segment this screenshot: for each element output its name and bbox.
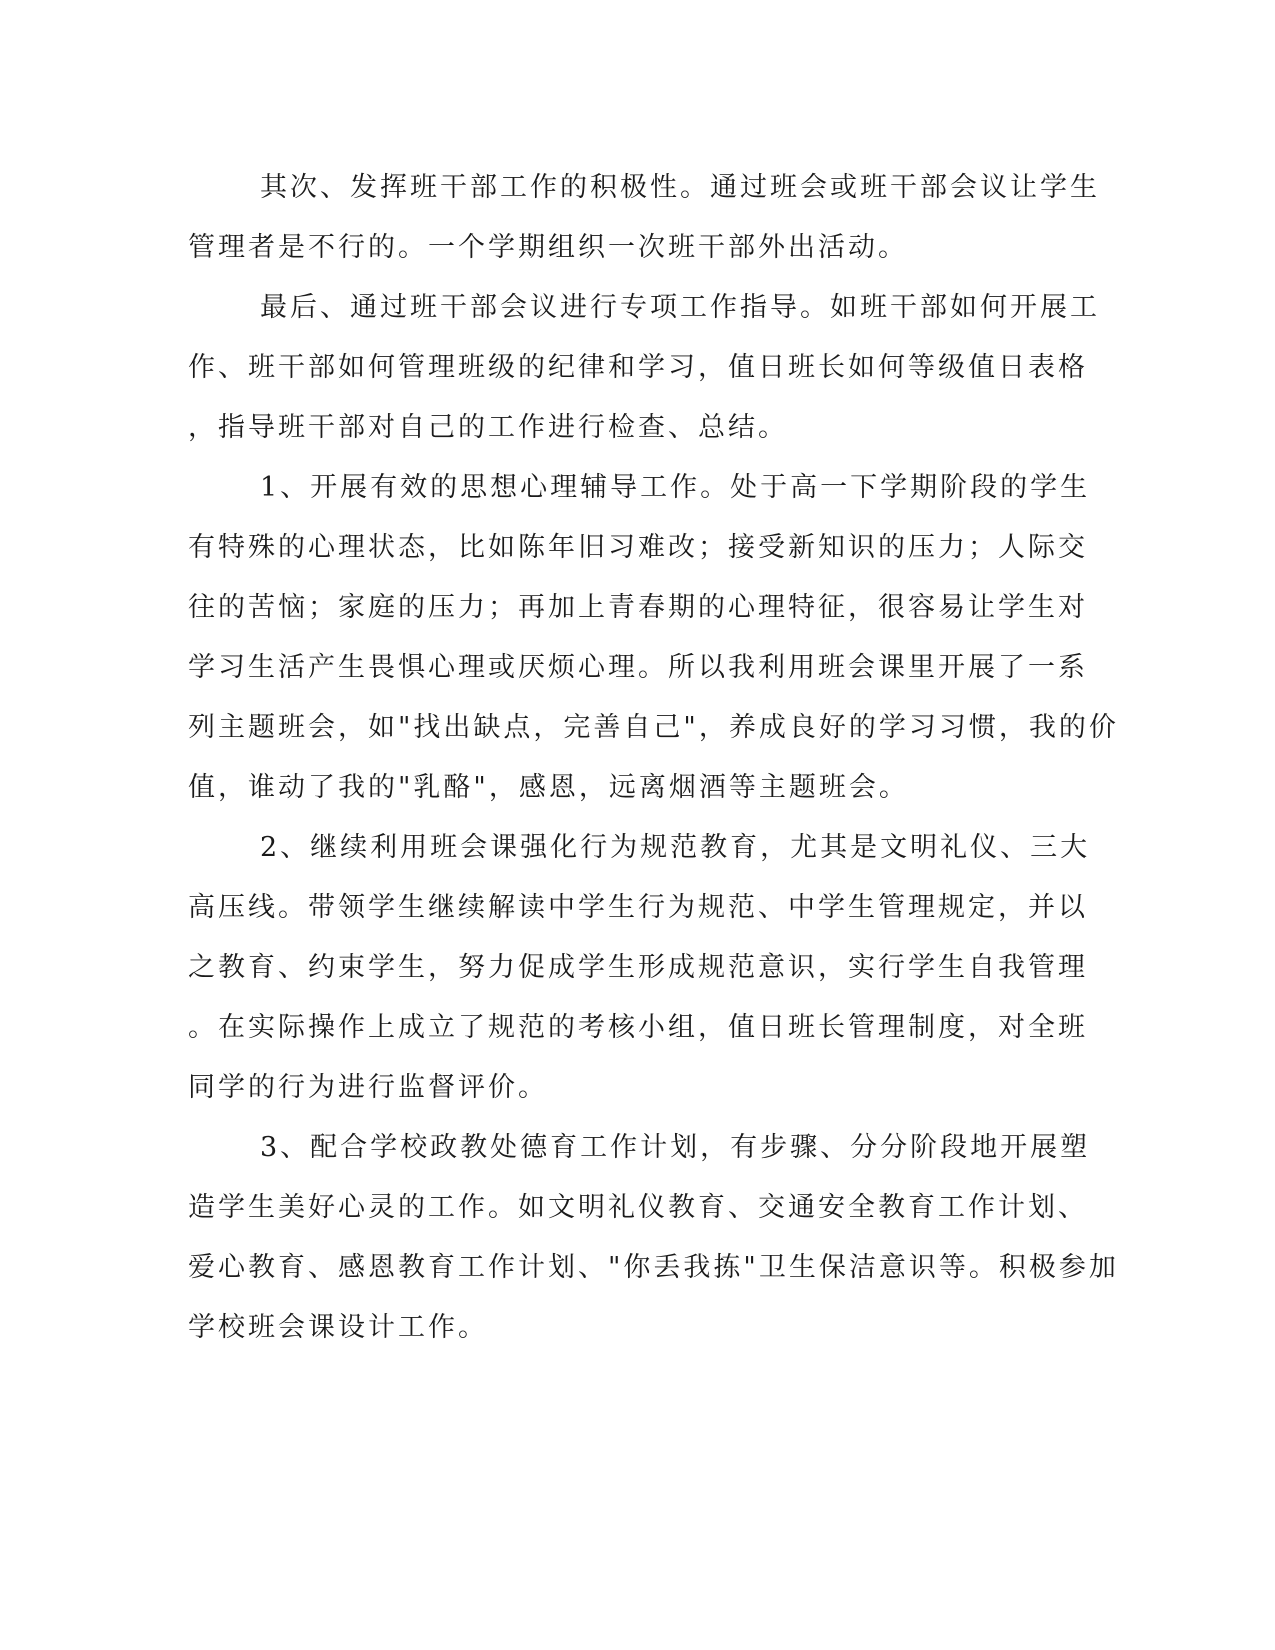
- text-line: 值，谁动了我的"乳酪"，感恩，远离烟酒等主题班会。: [188, 772, 909, 803]
- text-line: 1、开展有效的思想心理辅导工作。处于高一下学期阶段的学生: [260, 472, 1091, 503]
- paragraph: [188, 1118, 1119, 1358]
- text-line: 最后、通过班干部会议进行专项工作指导。如班干部如何开展工: [260, 292, 1100, 323]
- text-line: 学校班会课设计工作。: [188, 1312, 488, 1343]
- paragraph: [188, 158, 1100, 278]
- text-line: 高压线。带领学生继续解读中学生行为规范、中学生管理规定，并以: [188, 892, 1088, 923]
- text-line: 造学生美好心灵的工作。如文明礼仪教育、交通安全教育工作计划、: [188, 1192, 1088, 1223]
- text-line: 之教育、约束学生，努力促成学生形成规范意识，实行学生自我管理: [188, 952, 1088, 983]
- paragraph: [188, 818, 1091, 1118]
- paragraph: [188, 278, 1100, 458]
- document-body: [188, 158, 1119, 1358]
- text-line: 3、配合学校政教处德育工作计划，有步骤、分分阶段地开展塑: [260, 1132, 1091, 1163]
- text-line: 有特殊的心理状态，比如陈年旧习难改；接受新知识的压力；人际交: [188, 532, 1088, 563]
- text-line: 往的苦恼；家庭的压力；再加上青春期的心理特征，很容易让学生对: [188, 592, 1088, 623]
- text-line: 同学的行为进行监督评价。: [188, 1072, 548, 1103]
- paragraph: [188, 458, 1119, 818]
- text-line: 作、班干部如何管理班级的纪律和学习，值日班长如何等级值日表格: [188, 352, 1088, 383]
- text-line: 列主题班会，如"找出缺点，完善自己"，养成良好的学习习惯，我的价: [188, 712, 1119, 743]
- text-line: 管理者是不行的。一个学期组织一次班干部外出活动。: [188, 232, 908, 263]
- text-line: 。在实际操作上成立了规范的考核小组，值日班长管理制度，对全班: [188, 1012, 1088, 1043]
- text-line: 学习生活产生畏惧心理或厌烦心理。所以我利用班会课里开展了一系: [188, 652, 1088, 683]
- text-line: 其次、发挥班干部工作的积极性。通过班会或班干部会议让学生: [260, 172, 1100, 203]
- text-line: 爱心教育、感恩教育工作计划、"你丢我拣"卫生保洁意识等。积极参加: [188, 1252, 1119, 1283]
- text-line: ，指导班干部对自己的工作进行检查、总结。: [188, 412, 788, 443]
- text-line: 2、继续利用班会课强化行为规范教育，尤其是文明礼仪、三大: [260, 832, 1091, 863]
